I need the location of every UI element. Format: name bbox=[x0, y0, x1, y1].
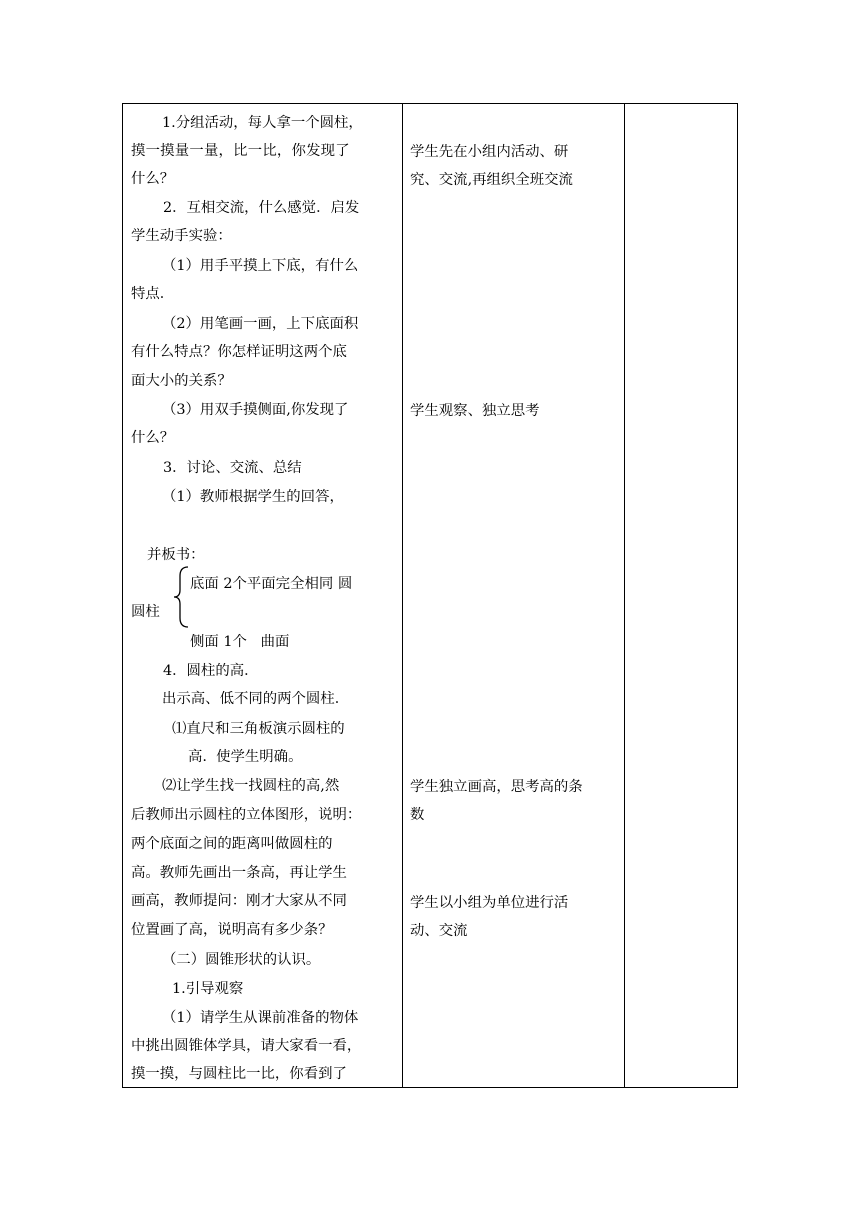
process-line: ⑴直尺和三角板演示圆柱的 bbox=[172, 721, 345, 737]
process-line: 画高，教师提问：刚才大家从不同 bbox=[131, 893, 347, 909]
process-line: 什么？ bbox=[131, 171, 175, 187]
curly-brace-icon bbox=[172, 566, 192, 628]
process-line: （1）请学生从课前准备的物体 bbox=[162, 1010, 359, 1026]
process-line: 出示高、低不同的两个圆柱． bbox=[162, 691, 350, 707]
process-line: 摸一摸量一量，比一比，你发现了 bbox=[131, 143, 350, 159]
process-line: （1）教师根据学生的回答， bbox=[162, 489, 344, 505]
process-line: 2．互相交流，什么感觉．启发 bbox=[163, 200, 360, 216]
activity-line: 学生以小组为单位进行活 bbox=[410, 895, 569, 911]
board-line-base: 底面 2个平面完全相同 圆 bbox=[190, 576, 353, 592]
activity-line: 学生先在小组内活动、研 bbox=[410, 144, 569, 160]
process-line: （二）圆锥形状的认识。 bbox=[162, 952, 321, 968]
process-line: 面大小的关系？ bbox=[131, 373, 232, 389]
process-line: 两个底面之间的距离叫做圆柱的 bbox=[131, 836, 333, 852]
board-writing-heading: 并板书： bbox=[147, 547, 205, 563]
activity-line: 学生观察、独立思考 bbox=[410, 403, 540, 419]
process-line: 摸一摸，与圆柱比一比，你看到了 bbox=[131, 1066, 347, 1082]
process-line: （3）用双手摸侧面,你发现了 bbox=[162, 402, 349, 418]
process-line: 高。教师先画出一条高，再让学生 bbox=[131, 865, 347, 881]
process-line: 有什么特点？你怎样证明这两个底 bbox=[131, 344, 347, 360]
process-line: 高. 使学生明确。 bbox=[188, 749, 303, 765]
activity-line: 动、交流 bbox=[410, 923, 468, 939]
column-divider-2 bbox=[624, 104, 625, 1087]
process-line: 1.分组活动，每人拿一个圆柱， bbox=[162, 115, 363, 131]
process-line: （2）用笔画一画，上下底面积 bbox=[162, 316, 359, 332]
process-line: 3．讨论、交流、总结 bbox=[163, 460, 302, 476]
activity-line: 数 bbox=[410, 807, 425, 823]
process-line: 什么？ bbox=[131, 430, 175, 446]
lesson-plan-table bbox=[122, 103, 738, 1088]
activity-line: 究、交流,再组织全班交流 bbox=[410, 172, 573, 188]
process-line: 学生动手实验： bbox=[131, 228, 232, 244]
process-line: 4．圆柱的高． bbox=[163, 663, 259, 679]
process-line: ⑵让学生找一找圆柱的高,然 bbox=[162, 778, 340, 794]
process-line: 位置画了高，说明高有多少条？ bbox=[131, 922, 333, 938]
column-divider-1 bbox=[402, 104, 403, 1087]
process-line: 后教师出示圆柱的立体图形，说明： bbox=[131, 807, 362, 823]
board-line-cylinder: 圆柱 bbox=[131, 604, 160, 620]
process-line: 中挑出圆锥体学具，请大家看一看， bbox=[131, 1038, 362, 1054]
board-line-side: 侧面 1个 曲面 bbox=[190, 634, 290, 650]
process-line: 特点． bbox=[131, 286, 175, 302]
activity-line: 学生独立画高，思考高的条 bbox=[410, 779, 583, 795]
process-line: 1.引导观察 bbox=[172, 981, 244, 997]
process-line: （1）用手平摸上下底，有什么 bbox=[162, 258, 359, 274]
